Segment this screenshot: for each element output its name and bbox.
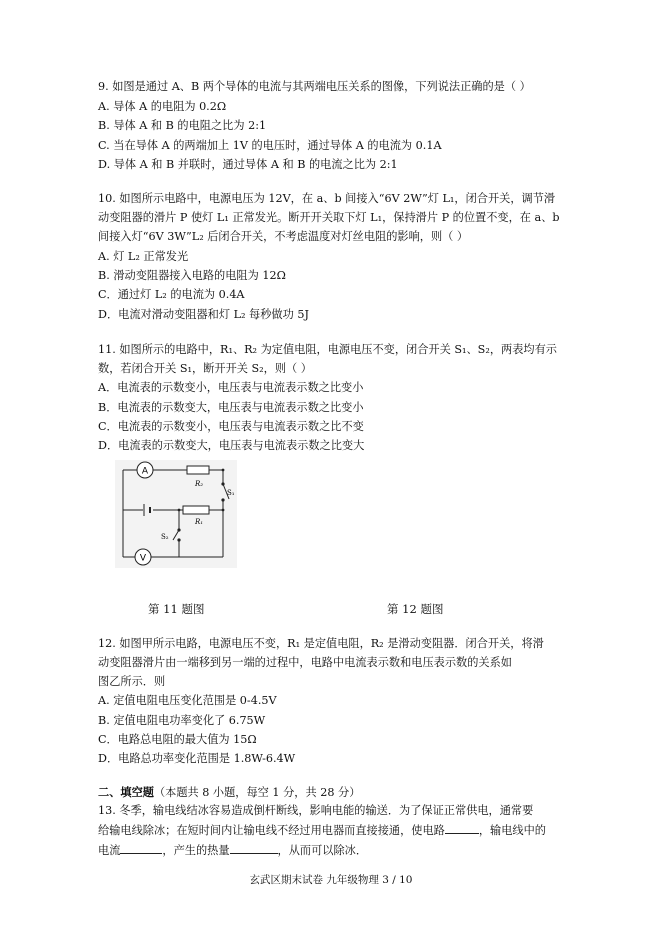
s2-label: S₂ [161, 533, 169, 541]
circuit-background [115, 460, 237, 568]
r1-label: R₁ [194, 518, 204, 526]
page-footer: 玄武区期末试卷 九年级物理 3 / 10 [249, 874, 413, 886]
resistor-r2 [187, 466, 209, 474]
q11-stem-line1: 11. 如图所示的电路中，R₁、R₂ 为定值电阻，电源电压不变，闭合开关 S₁、S₂，两表均有示 [98, 343, 557, 356]
junction-top-right [222, 469, 225, 472]
q13-line2 [98, 822, 546, 839]
q10-stem-line2: 动变阻器的滑片 P 使灯 L₁ 正常发光。断开开关取下灯 L₁，保持滑片 P 的位置不变，在 a、b [98, 211, 560, 224]
q12-option-a: A. 定值电阻电压变化范围是 0-4.5V [98, 694, 277, 707]
q12-stem-line3: 图乙所示．则 [98, 675, 166, 688]
q9-stem: 9. 如图是通过 A、B 两个导体的电流与其两端电压关系的图像，下列说法正确的是（ ） [98, 80, 531, 93]
q12-stem-line1: 12. 如图甲所示电路，电源电压不变，R₁ 是定值电阻，R₂ 是滑动变阻器．闭合开关，将滑 [98, 637, 544, 650]
q10-option-c: C．通过灯 L₂ 的电流为 0.4A [98, 288, 245, 301]
q11-option-a: A．电流表的示数变小，电压表与电流表示数之比变小 [98, 381, 364, 394]
s1-label: S₁ [227, 489, 235, 497]
junction-mid [178, 509, 181, 512]
q10-option-b: B. 滑动变阻器接入电路的电阻为 12Ω [98, 269, 286, 282]
q12-option-d: D．电路总功率变化范围是 1.8W-6.4W [98, 752, 296, 765]
s2-contact [177, 538, 180, 541]
q13-blank-2[interactable] [120, 842, 162, 854]
q9-option-a: A. 导体 A 的电阻为 0.2Ω [98, 100, 227, 113]
q13-line1: 13. 冬季，输电线结冰容易造成倒杆断线，影响电能的输送．为了保证正常供电，通常要 [98, 804, 534, 817]
ammeter-label: A [141, 466, 149, 477]
voltmeter-label: V [139, 553, 147, 564]
r2-label: R₂ [194, 480, 204, 488]
q12-stem-line2: 动变阻器滑片由一端移到另一端的过程中，电路中电流表示数和电压表示数的关系如 [98, 656, 512, 669]
junction-mid-right [222, 509, 225, 512]
q10-stem-line3: 间接入灯“6V 3W”L₂ 后闭合开关，不考虑温度对灯丝电阻的影响，则（ ） [98, 230, 469, 243]
q11-circuit-diagram [115, 460, 237, 568]
q13-line2-text-b: ，输电线中的 [478, 824, 546, 837]
q9-option-d: D. 导体 A 和 B 并联时，通过导体 A 和 B 的电流之比为 2:1 [98, 158, 398, 171]
q13-line3-text-b: ，产生的热量 [162, 844, 230, 857]
s1-contact [221, 498, 224, 501]
section-2-heading: 二、填空题 [98, 785, 154, 799]
q9-option-c: C. 当在导体 A 的两端加上 1V 的电压时，通过导体 A 的电流为 0.1A [98, 139, 442, 152]
q11-option-c: C．电流表的示数变小，电压表与电流表示数之比不变 [98, 420, 364, 433]
q13-line3 [98, 842, 367, 859]
figure-11-label: 第 11 题图 [148, 602, 205, 616]
section-2-note: （本题共 8 小题，每空 1 分，共 28 分） [153, 786, 361, 799]
resistor-r1 [183, 506, 209, 514]
q13-blank-3[interactable] [230, 842, 278, 854]
q13-blank-1[interactable] [445, 822, 479, 834]
q10-stem-line1: 10. 如图所示电路中，电源电压为 12V，在 a、b 间接入“6V 2W”灯 L₁，闭合开关，调节滑 [98, 192, 556, 205]
q10-option-a: A. 灯 L₂ 正常发光 [98, 250, 189, 263]
q11-stem-line2: 数，若闭合开关 S₁，断开开关 S₂，则（ ） [98, 362, 312, 375]
section-2-header [98, 784, 360, 801]
q10-option-d: D．电流对滑动变阻器和灯 L₂ 每秒做功 5J [98, 308, 309, 321]
q11-option-d: D．电流表的示数变大，电压表与电流表示数之比变大 [98, 439, 365, 452]
figure-12-label: 第 12 题图 [387, 602, 444, 616]
q12-option-c: C．电路总电阻的最大值为 15Ω [98, 733, 257, 746]
q12-option-b: B. 定值电阻电功率变化了 6.75W [98, 714, 266, 727]
q11-option-b: B．电流表的示数变大，电压表与电流表示数之比变小 [98, 401, 364, 414]
q13-line2-text-a: 给输电线除冰；在短时间内让输电线不经过用电器而直接接通，使电路 [98, 824, 445, 837]
q13-line3-text-a: 电流 [98, 844, 121, 857]
q13-line3-text-c: ，从而可以除冰． [277, 844, 368, 857]
q9-option-b: B. 导体 A 和 B 的电阻之比为 2:1 [98, 119, 267, 132]
